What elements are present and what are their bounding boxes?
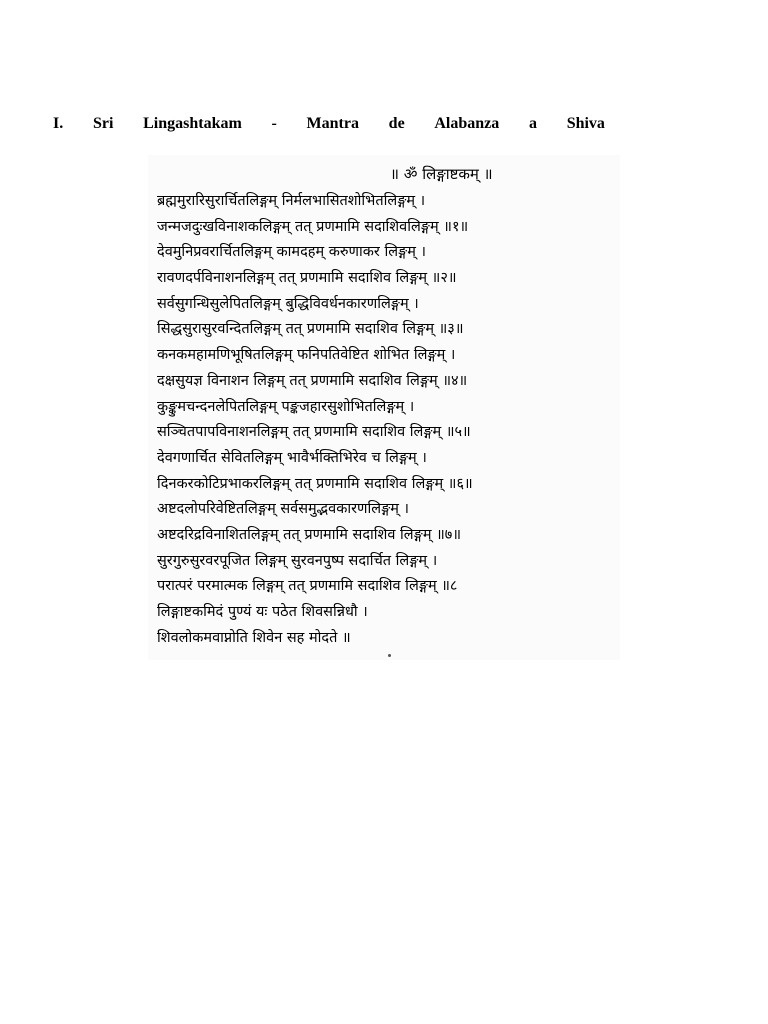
heading-word: a bbox=[528, 115, 537, 132]
verse-line: अष्टदरिद्रविनाशितलिङ्गम् तत् प्रणमामि सदाशिव लिङ्गम् ॥७॥ bbox=[157, 526, 462, 543]
heading-word: de bbox=[388, 115, 405, 132]
section-heading bbox=[53, 114, 605, 134]
verse-line: कुङ्कुमचन्दनलेपितलिङ्गम् पङ्कजहारसुशोभितलिङ्गम् । bbox=[157, 398, 415, 415]
verse-line: दक्षसुयज्ञ विनाशन लिङ्गम् तत् प्रणमामि सदाशिव लिङ्गम् ॥४॥ bbox=[157, 372, 468, 389]
heading-word: Sri bbox=[92, 115, 114, 132]
verse-line: देवमुनिप्रवरार्चितलिङ्गम् कामदहम् करुणाकर लिङ्गम् । bbox=[157, 244, 427, 261]
verse-line: ब्रह्ममुरारिसुरार्चितलिङ्गम् निर्मलभासितशोभितलिङ्गम् । bbox=[157, 193, 426, 209]
heading-word: - bbox=[271, 115, 277, 132]
verse-line: कनकमहामणिभूषितलिङ्गम् फनिपतिवेष्टित शोभित लिङ्गम् । bbox=[157, 347, 456, 364]
verse-line: सुरगुरुसुरवरपूजित लिङ्गम् सुरवनपुष्प सदार्चित लिङ्गम् । bbox=[157, 552, 438, 569]
verse-line: जन्मजदुःखविनाशकलिङ्गम् तत् प्रणमामि सदाशिवलिङ्गम् ॥१॥ bbox=[157, 218, 469, 235]
heading-word: Mantra bbox=[306, 115, 359, 132]
heading-word: Shiva bbox=[566, 115, 605, 132]
verse-line: सञ्चितपापविनाशनलिङ्गम् तत् प्रणमामि सदाशिव लिङ्गम् ॥५॥ bbox=[157, 424, 471, 441]
verse-line: शिवलोकमवाप्नोति शिवेन सह मोदते ॥ bbox=[157, 629, 351, 646]
hymn-title: ॥ ॐ लिङ्गाष्टकम् ॥ bbox=[390, 165, 493, 183]
heading-word: Lingashtakam bbox=[143, 115, 242, 132]
verse-line: रावणदर्पविनाशनलिङ्गम् तत् प्रणमामि सदाशिव लिङ्गम् ॥२॥ bbox=[157, 270, 457, 287]
section-number: I. bbox=[53, 115, 64, 132]
verse-line: सिद्धसुरासुरवन्दितलिङ्गम् तत् प्रणमामि सदाशिव लिङ्गम् ॥३॥ bbox=[157, 321, 464, 338]
hymn-verses bbox=[157, 189, 617, 651]
verse-line: लिङ्गाष्टकमिदं पुण्यं यः पठेत शिवसन्निधौ । bbox=[157, 604, 368, 620]
verse-line: देवगणार्चित सेवितलिङ्गम् भावैर्भक्तिभिरेव च लिङ्गम् । bbox=[157, 449, 427, 466]
scan-artifact-dot bbox=[388, 654, 391, 657]
verse-line: परात्परं परमात्मक लिङ्गम् तत् प्रणमामि सदाशिव लिङ्गम् ॥८ bbox=[157, 578, 458, 595]
verse-line: दिनकरकोटिप्रभाकरलिङ्गम् तत् प्रणमामि सदाशिव लिङ्गम् ॥६॥ bbox=[157, 475, 473, 492]
heading-word: Alabanza bbox=[434, 115, 500, 132]
verse-line: सर्वसुगन्धिसुलेपितलिङ्गम् बुद्धिविवर्धनकारणलिङ्गम् । bbox=[157, 295, 419, 312]
verse-line: अष्टदलोपरिवेष्टितलिङ्गम् सर्वसमुद्भवकारणलिङ्गम् । bbox=[157, 501, 410, 518]
